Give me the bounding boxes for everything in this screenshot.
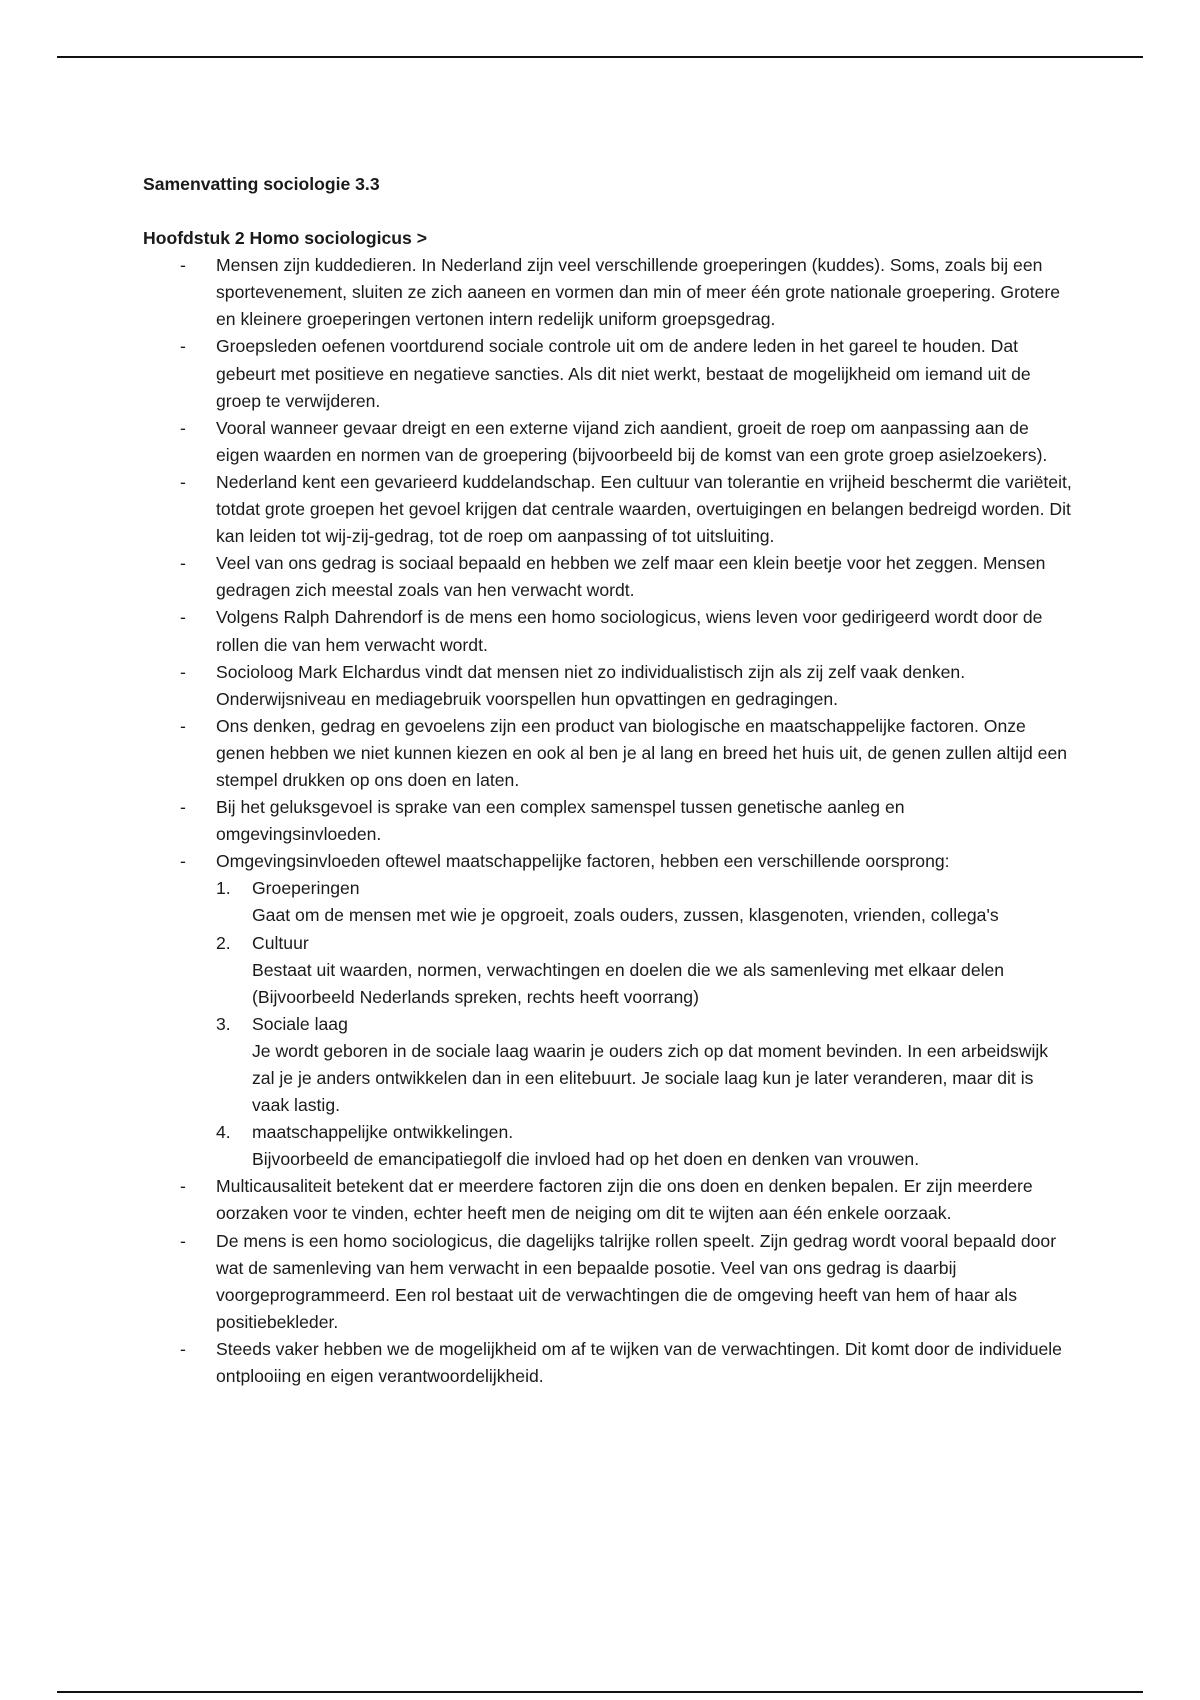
list-item-with-sublist — [143, 848, 1073, 1173]
item-description: Gaat om de mensen met wie je opgroeit, zoals ouders, zussen, klasgenoten, vrienden, collega's — [252, 905, 999, 926]
list-item: - Ons denken, gedrag en gevoelens zijn een product van biologische en maatschappelijke factoren. Onze genen hebben we niet kunnen kiezen en ook al ben je al lang en breed het huis uit, de genen zullen altijd een stempel drukken op ons doen en laten. — [143, 713, 1073, 794]
chapter-heading: Hoofdstuk 2 Homo sociologicus > — [143, 228, 427, 249]
bullet-list — [143, 252, 1073, 1390]
numbered-item — [216, 1011, 1073, 1119]
item-description: Bijvoorbeeld de emancipatiegolf die invloed had op het doen en denken van vrouwen. — [252, 1149, 920, 1170]
item-number: 4. — [216, 1122, 231, 1143]
item-description: Je wordt geboren in de sociale laag waarin je ouders zich op dat moment bevinden. In een arbeidswijk zal je je anders ontwikkelen dan in een elitebuurt. Je sociale laag kun je later veranderen, maar dit is vaak lastig. — [252, 1040, 1049, 1116]
footer-rule — [57, 1691, 1143, 1693]
list-item-text: Omgevingsinvloeden oftewel maatschappelijke factoren, hebben een verschillende oorsprong: — [216, 851, 950, 872]
item-number: 2. — [216, 932, 231, 953]
item-description: Bestaat uit waarden, normen, verwachtingen en doelen die we als samenleving met elkaar delen (Bijvoorbeeld Nederlands spreken, rechts heeft voorrang) — [252, 959, 1005, 1007]
list-item: - Mensen zijn kuddedieren. In Nederland zijn veel verschillende groeperingen (kuddes). Soms, zoals bij een sportevenement, sluiten ze zich aaneen en vormen dan min of meer één grote nationale groepering. Grotere en kleinere groeperingen vertonen intern redelijk uniform groepsgedrag. — [143, 252, 1073, 333]
list-item: - Groepsleden oefenen voortdurend sociale controle uit om de andere leden in het gareel te houden. Dat gebeurt met positieve en negatieve sancties. Als dit niet werkt, bestaat de mogelijkheid om iemand uit de groep te verwijderen. — [143, 333, 1073, 414]
list-item: - De mens is een homo sociologicus, die dagelijks talrijke rollen speelt. Zijn gedrag wordt vooral bepaald door wat de samenleving van hem verwacht in een bepaalde posotie. Veel van ons gedrag is daarbij voorgeprogrammeerd. Een rol bestaat uit de verwachtingen die de omgeving heeft van hem of haar als positiebekleder. — [143, 1228, 1073, 1336]
item-title: maatschappelijke ontwikkelingen. — [252, 1122, 514, 1143]
list-item: - Veel van ons gedrag is sociaal bepaald en hebben we zelf maar een klein beetje voor het zeggen. Mensen gedragen zich meestal zoals van hen verwacht wordt. — [143, 550, 1073, 604]
numbered-item — [216, 875, 1073, 929]
item-number: 3. — [216, 1013, 231, 1034]
list-item: - Bij het geluksgevoel is sprake van een complex samenspel tussen genetische aanleg en omgevingsinvloeden. — [143, 794, 1073, 848]
item-title: Cultuur — [252, 932, 309, 953]
numbered-sublist — [216, 875, 1073, 1173]
numbered-item — [216, 1119, 1073, 1173]
item-title: Groeperingen — [252, 878, 360, 899]
list-item: - Volgens Ralph Dahrendorf is de mens een homo sociologicus, wiens leven voor gedirigeerd wordt door de rollen die van hem verwacht wordt. — [143, 604, 1073, 658]
list-item: - Socioloog Mark Elchardus vindt dat mensen niet zo individualistisch zijn als zij zelf vaak denken. Onderwijsniveau en mediagebruik voorspellen hun opvattingen en gedragingen. — [143, 659, 1073, 713]
list-item: - Nederland kent een gevarieerd kuddelandschap. Een cultuur van tolerantie en vrijheid beschermt die variëteit, totdat grote groepen het gevoel krijgen dat centrale waarden, overtuigingen en belangen bedreigd worden. Dit kan leiden tot wij-zij-gedrag, tot de roep om aanpassing of tot uitsluiting. — [143, 469, 1073, 550]
list-item: - Multicausaliteit betekent dat er meerdere factoren zijn die ons doen en denken bepalen. Er zijn meerdere oorzaken voor te vinden, echter heeft men de neiging om dit te wijten aan één enkele oorzaak. — [143, 1173, 1073, 1227]
header-rule — [57, 56, 1143, 58]
list-item: - Vooral wanneer gevaar dreigt en een externe vijand zich aandient, groeit de roep om aanpassing aan de eigen waarden en normen van de groepering (bijvoorbeeld bij de komst van een grote groep asielzoekers). — [143, 415, 1073, 469]
item-title: Sociale laag — [252, 1013, 348, 1034]
item-number: 1. — [216, 878, 231, 899]
document-title: Samenvatting sociologie 3.3 — [143, 174, 380, 194]
list-item: - Steeds vaker hebben we de mogelijkheid om af te wijken van de verwachtingen. Dit komt door de individuele ontplooiing en eigen verantwoordelijkheid. — [143, 1336, 1073, 1390]
numbered-item — [216, 930, 1073, 1011]
document-body — [143, 171, 1073, 1390]
